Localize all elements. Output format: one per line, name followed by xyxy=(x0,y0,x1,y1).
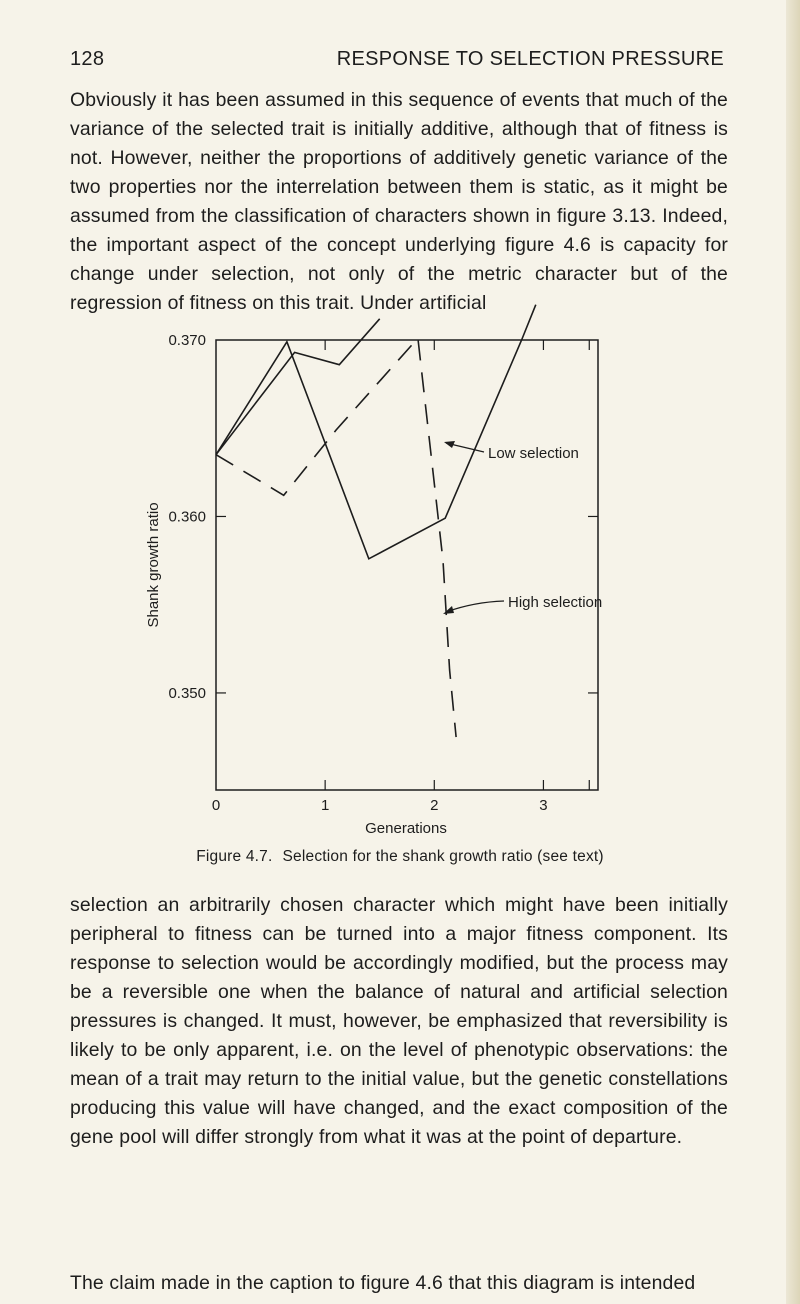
series-line-2 xyxy=(216,319,380,455)
x-tick-label: 3 xyxy=(539,797,548,814)
plot-frame xyxy=(216,340,598,790)
y-tick-label: 0.360 xyxy=(168,508,206,526)
x-tick-label: 1 xyxy=(320,797,330,814)
axis-labels xyxy=(145,332,548,837)
annotation-arrow-high xyxy=(446,601,504,612)
body-paragraph-3: The claim made in the caption to figure 4.6 that this diagram is intended xyxy=(70,1272,696,1294)
x-tick-label: 0 xyxy=(211,797,221,814)
figure-caption xyxy=(0,848,800,866)
x-tick-label: 2 xyxy=(430,797,439,814)
figure-caption-number: Figure 4.7. xyxy=(196,848,273,865)
body-paragraph-1: Obviously it has been assumed in this sequence of events that much of the variance of the selected trait is initially additive, although that of fitness is not. However, neither the proportions of additively genetic variance of the two properties nor the interrelation between them is static, as it might be assumed from the classification of characters shown in figure 3.13. Indeed, the important aspect of the concept underlying figure 4.6 is capacity for change under selection, not only of the metric character but of the regression of fitness on this trait. Under artificial xyxy=(70,89,728,314)
body-paragraph-2: selection an arbitrarily chosen character which might have been initially peripheral to fitness can be turned into a major fitness component. Its response to selection would be accordingly modified, but the process may be a reversible one when the balance of natural and artificial selection pressures is changed. It must, however, be emphasized that reversibility is likely to be only apparent, i.e. on the level of phenotypic observations: the mean of a trait may return to the initial value, but the genetic constellations producing this value will have changed, and the exact composition of the gene pool will differ strongly from what it was at the point of departure. xyxy=(70,894,728,1148)
page-number: 128 xyxy=(70,48,105,70)
series-layer xyxy=(216,305,536,737)
annotation-arrowhead-low xyxy=(444,441,455,448)
annotation-low-selection: Low selection xyxy=(488,445,579,462)
annotation-high-selection: High selection xyxy=(508,594,603,611)
axis-ticks xyxy=(216,340,598,790)
y-tick-label: 0.370 xyxy=(168,332,206,349)
annotation-arrowhead-high xyxy=(443,606,454,614)
running-title: RESPONSE TO SELECTION PRESSURE xyxy=(336,48,724,70)
figure-caption-text: Selection for the shank growth ratio (see text) xyxy=(282,848,604,865)
y-tick-label: 0.350 xyxy=(168,684,206,702)
series-line-1 xyxy=(216,305,536,559)
x-axis-title: Generations xyxy=(365,820,447,837)
y-axis-title: Shank growth ratio xyxy=(145,502,162,628)
